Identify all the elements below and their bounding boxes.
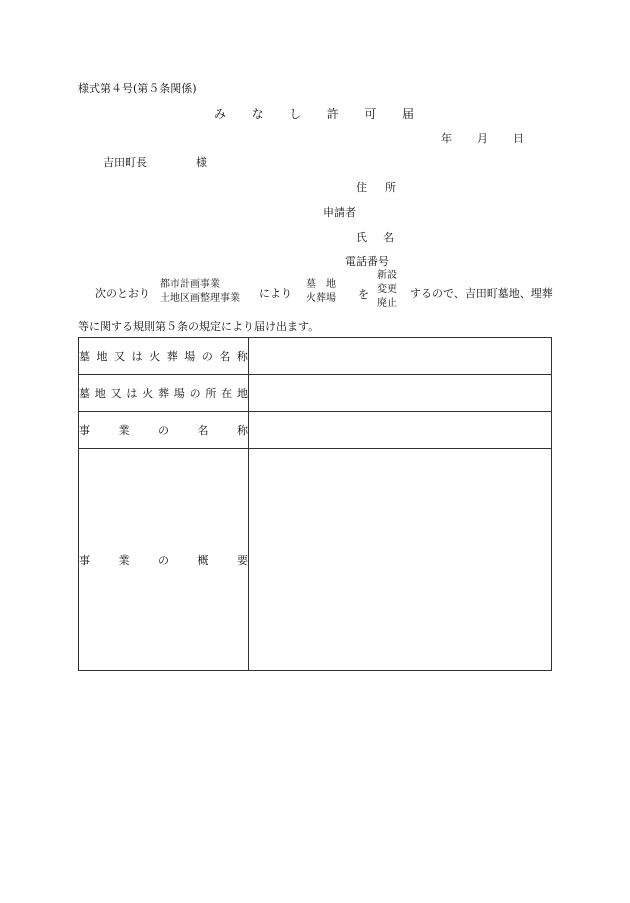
facility-option: 墓 地 xyxy=(306,279,336,290)
month-label: 月 xyxy=(477,132,488,145)
address-char: 住 xyxy=(356,181,367,194)
statement-suffix: するので、吉田町墓地、埋葬 xyxy=(410,287,553,300)
label-char: 要 xyxy=(237,553,248,567)
statement-prefix: 次のとおり xyxy=(95,287,150,300)
label-char: 火 xyxy=(149,350,161,363)
addressee: 吉田町長 xyxy=(103,156,147,169)
facility-location-field[interactable] xyxy=(249,375,552,412)
table-row xyxy=(79,412,552,449)
label-char: 在 xyxy=(221,387,233,400)
label-char: 葬 xyxy=(157,387,169,400)
title-char: 可 xyxy=(364,107,377,121)
project-name-field[interactable] xyxy=(249,412,552,449)
phone-label: 電話番号 xyxy=(345,255,389,268)
form-reference: 様式第４号(第５条関係) xyxy=(78,82,197,95)
date-line xyxy=(441,133,524,144)
action-option: 変更 xyxy=(377,284,397,295)
statement-line2: 等に関する規則第５条の規定により届け出ます。 xyxy=(78,320,320,333)
label-char: 葬 xyxy=(166,350,178,363)
table-row xyxy=(79,449,552,671)
label-char: 場 xyxy=(173,387,185,400)
applicant-label: 申請者 xyxy=(323,206,356,219)
day-label: 日 xyxy=(513,132,524,145)
label-char: 事 xyxy=(79,553,90,567)
row-label-facility-location xyxy=(79,375,249,412)
honorific: 様 xyxy=(196,156,207,169)
label-char: 名 xyxy=(219,350,231,363)
title-char: 届 xyxy=(401,107,414,121)
action-option: 新設 xyxy=(377,270,397,281)
project-summary-field[interactable] xyxy=(249,449,552,671)
label-char: 地 xyxy=(236,387,248,400)
title-char: 許 xyxy=(326,107,339,121)
notification-table xyxy=(78,337,552,671)
document-title xyxy=(214,108,414,120)
row-label-project-name xyxy=(79,412,249,449)
statement-by: により xyxy=(259,287,292,300)
label-char: 称 xyxy=(236,350,248,363)
label-char: は xyxy=(131,350,143,363)
name-char: 氏 xyxy=(356,231,367,244)
title-char: し xyxy=(289,107,302,121)
label-char: 概 xyxy=(197,553,209,567)
label-char: 業 xyxy=(118,424,130,437)
title-char: み xyxy=(214,107,227,121)
name-label xyxy=(356,232,394,243)
label-char: 火 xyxy=(142,387,154,400)
facility-options xyxy=(306,280,336,304)
facility-option: 火葬場 xyxy=(306,293,336,304)
address-label xyxy=(356,182,396,193)
label-char: 又 xyxy=(114,350,126,363)
label-char: 所 xyxy=(205,387,217,400)
statement-particle: を xyxy=(358,288,369,301)
project-option: 都市計画事業 xyxy=(160,279,220,290)
label-char: の xyxy=(158,553,169,567)
label-char: 事 xyxy=(79,424,90,437)
address-char: 所 xyxy=(385,181,396,194)
label-char: 場 xyxy=(184,350,196,363)
label-char: の xyxy=(158,424,169,437)
label-char: 墓 xyxy=(79,350,90,363)
action-options xyxy=(377,271,397,309)
name-char: 名 xyxy=(383,231,394,244)
label-char: の xyxy=(201,350,213,363)
project-options xyxy=(160,280,240,304)
row-label-facility-name xyxy=(79,338,249,375)
label-char: 地 xyxy=(94,387,106,400)
label-char: 業 xyxy=(118,553,130,567)
label-char: は xyxy=(126,387,138,400)
title-char: な xyxy=(251,107,264,121)
label-char: 地 xyxy=(96,350,108,363)
year-label: 年 xyxy=(441,132,452,145)
label-char: 名 xyxy=(197,424,209,437)
label-char: 称 xyxy=(237,424,248,437)
action-option: 廃止 xyxy=(377,298,397,309)
row-label-project-summary xyxy=(79,449,249,671)
project-option: 土地区画整理事業 xyxy=(160,293,240,304)
facility-name-field[interactable] xyxy=(249,338,552,375)
label-char: の xyxy=(189,387,201,400)
table-row xyxy=(79,338,552,375)
label-char: 墓 xyxy=(79,387,90,400)
table-row xyxy=(79,375,552,412)
label-char: 又 xyxy=(110,387,122,400)
